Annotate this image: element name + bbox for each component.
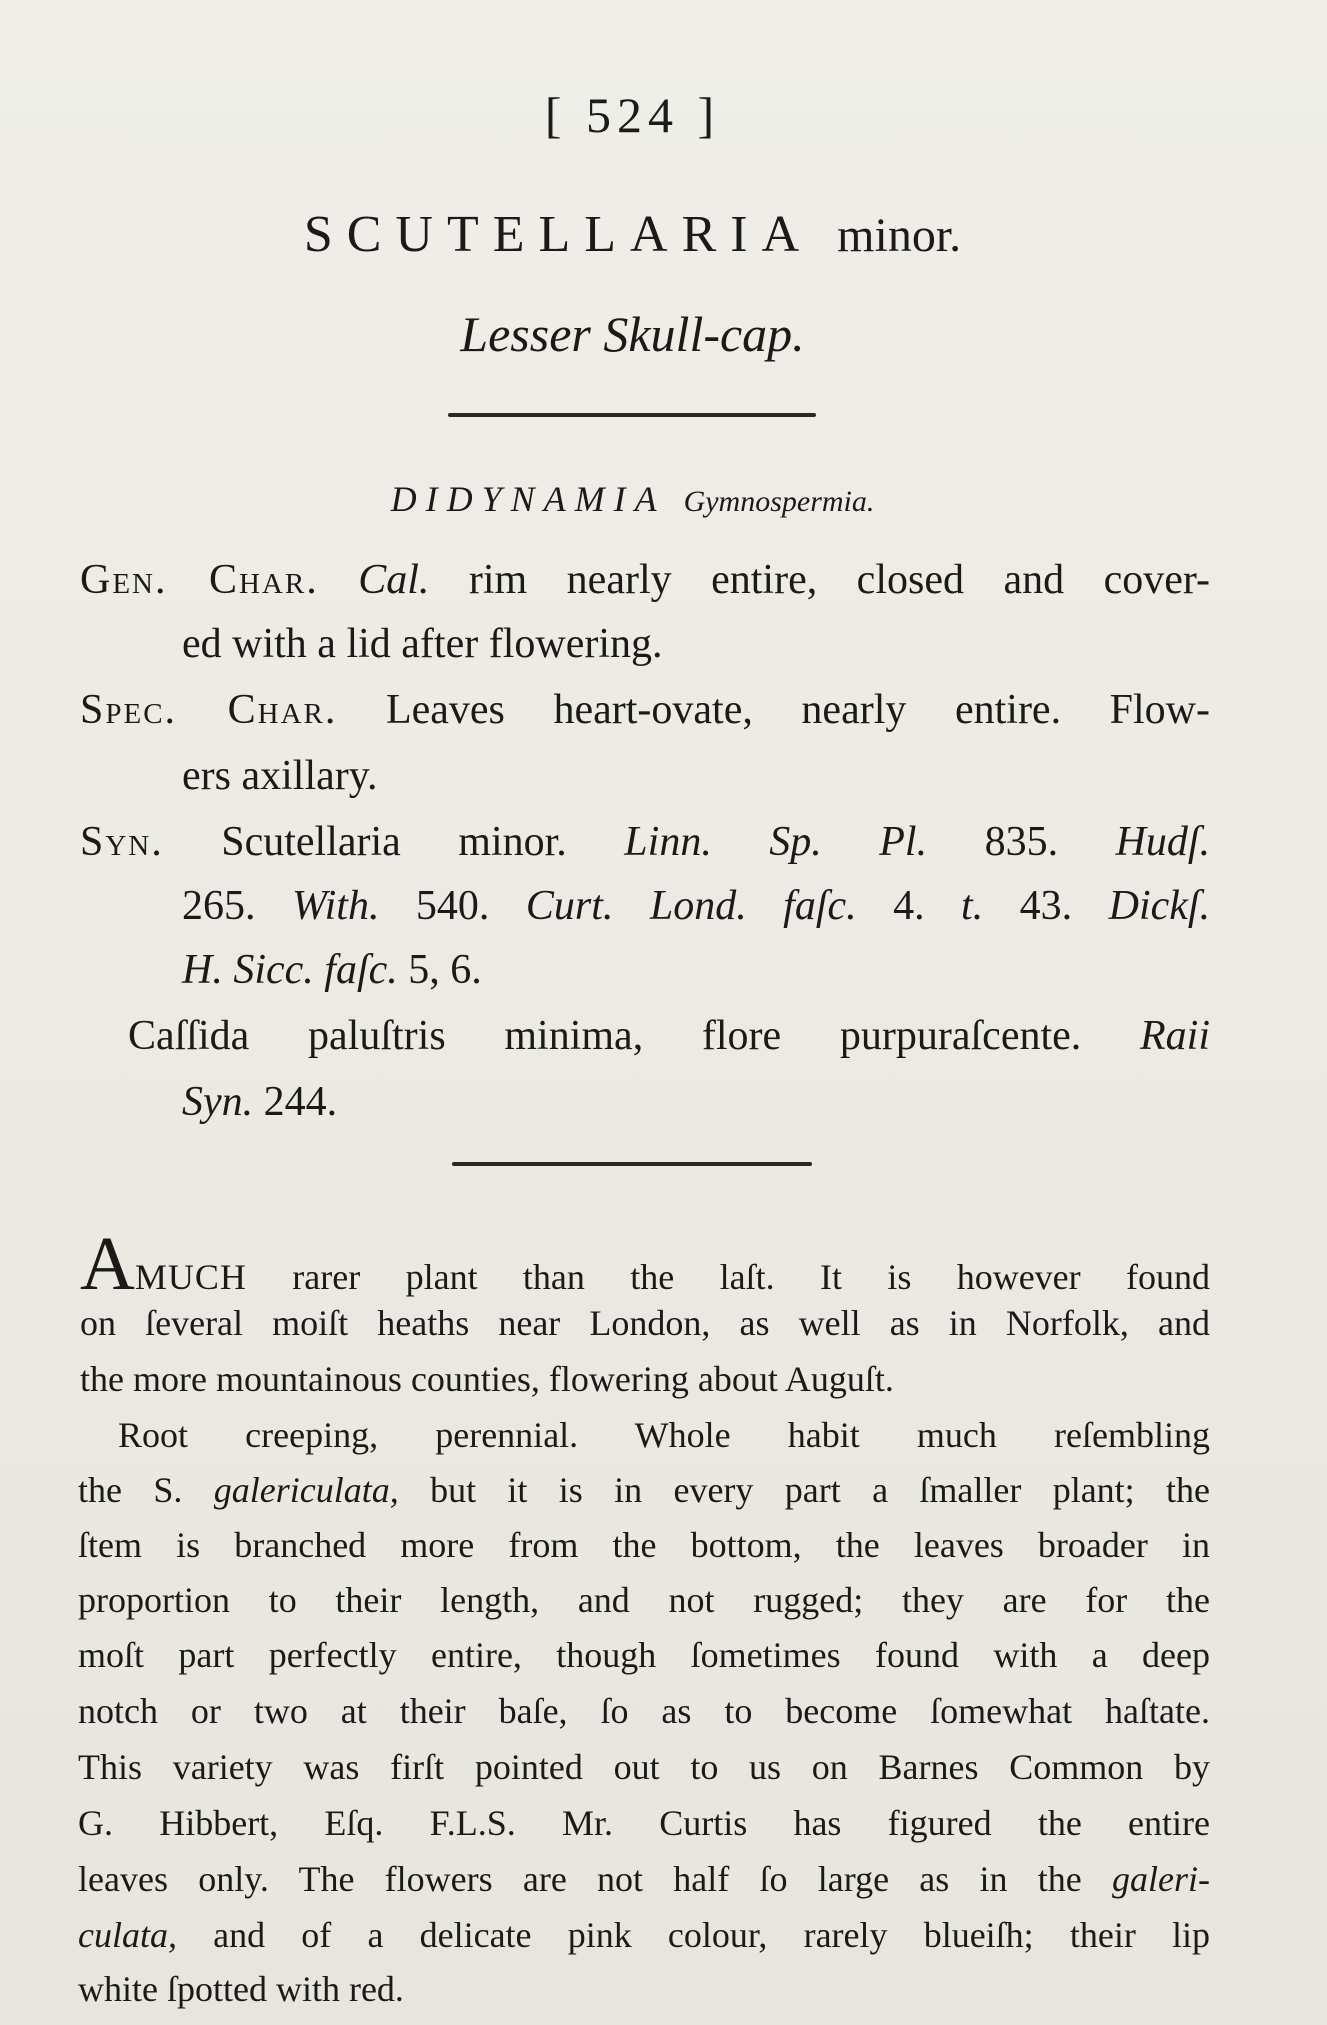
genus-name: SCUTELLARIA <box>303 206 814 263</box>
order-name: Gymnospermia. <box>683 485 875 518</box>
syn-line-3: H. Sicc. faſc. 5, 6. <box>182 947 482 993</box>
gen-char-line-2: ed with a lid after flowering. <box>182 621 663 667</box>
divider-rule <box>448 413 816 417</box>
paragraph-2-line-7: This variety was firſt pointed out to us on Barnes Common by <box>78 1747 1210 1787</box>
syn-line-1: Syn. Scutellaria minor. Linn. Sp. Pl. 835. Hudſ. <box>80 819 1211 865</box>
syn-line-5: Syn. 244. <box>182 1079 338 1125</box>
spec-char-line-1: Spec. Char. Leaves heart-ovate, nearly entire. Flow- <box>80 687 1210 733</box>
paragraph-2-line-4: proportion to their length, and not rugged; they are for the <box>78 1580 1210 1620</box>
gen-char-label: Gen. Char. <box>80 557 319 603</box>
paragraph-2-line-8: G. Hibbert, Eſq. F.L.S. Mr. Curtis has figured the entire <box>78 1803 1210 1843</box>
spec-char-label: Spec. Char. <box>80 687 338 733</box>
paragraph-2-line-2: the S. galericulata, but it is in every part a ſmaller plant; the <box>78 1470 1211 1510</box>
paragraph-2-line-5: moſt part perfectly entire, though ſometimes found with a deep <box>78 1635 1210 1675</box>
paragraph-1-line-1: AMUCH rarer plant than the laſt. It is however found <box>80 1222 1210 1306</box>
spec-char-line-2: ers axillary. <box>182 753 378 799</box>
species-epithet: minor. <box>837 209 962 262</box>
paragraph-2-line-11: white ſpotted with red. <box>78 1969 404 2009</box>
syn-line-2: 265. With. 540. Curt. Lond. faſc. 4. t. 43. Dickſ. <box>182 883 1211 929</box>
gen-char-line-1: Gen. Char. Cal. rim nearly entire, closed and cover- <box>80 557 1211 603</box>
class-name: DIDYNAMIA <box>390 479 666 519</box>
paragraph-2-line-10: culata, and of a delicate pink colour, rarely blueiſh; their lip <box>78 1915 1210 1955</box>
paragraph-1-line-2: on ſeveral moiſt heaths near London, as well as in Norfolk, and <box>80 1303 1210 1343</box>
page-number: [ 524 ] <box>544 87 721 143</box>
paragraph-2-line-6: notch or two at their baſe, ſo as to become ſomewhat haſtate. <box>78 1691 1210 1731</box>
syn-line-4: Caſſida paluſtris minima, flore purpuraſcente. Raii <box>128 1013 1210 1059</box>
paragraph-2-line-1: Root creeping, perennial. Whole habit much reſembling <box>118 1415 1210 1455</box>
paragraph-1-line-3: the more mountainous counties, flowering about Auguſt. <box>80 1359 894 1399</box>
drop-cap: A <box>80 1222 135 1306</box>
divider-rule <box>452 1162 812 1166</box>
linnaean-classification <box>0 478 1265 520</box>
paragraph-2-line-3: ſtem is branched more from the bottom, the leaves broader in <box>78 1525 1210 1565</box>
common-name: Lesser Skull-cap. <box>460 306 805 362</box>
species-title <box>0 205 1265 264</box>
syn-label: Syn. <box>80 819 164 865</box>
paragraph-2-line-9: leaves only. The flowers are not half ſo large as in the galeri- <box>78 1859 1210 1899</box>
